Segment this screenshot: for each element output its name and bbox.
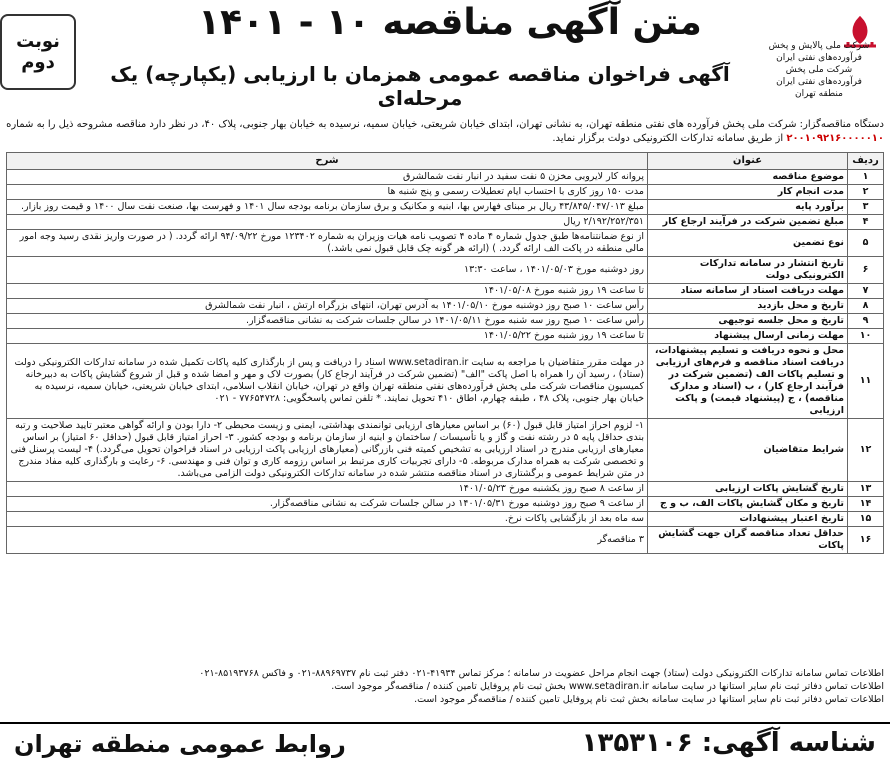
contact-line1: اطلاعات تماس سامانه تدارکات الکترونیکی دولت (ستاد) جهت انجام مراحل عضویت در سامانه ؛ مرکز تماس ۴۱۹۳۴-۰۲۱ دفتر ثبت نام ۸۸۹۶۹۷۳۷-۰۲۱ و فاکس ۸۵۱۹۳۷۶۸-۰۲۱ <box>199 668 884 679</box>
row-title: نوع تضمین <box>648 230 848 257</box>
table-row <box>7 257 884 284</box>
row-title: موضوع مناقصه <box>648 170 848 185</box>
contact-info <box>6 667 884 706</box>
page-title: متن آگهی مناقصه ۱۰ - ۱۴۰۱ <box>198 2 702 43</box>
row-description: روز دوشنبه مورخ ۱۴۰۱/۰۵/۰۳ ، ساعت ۱۳:۳۰ <box>7 257 648 284</box>
row-number: ۱۴ <box>848 497 884 512</box>
intro-paragraph <box>6 118 884 146</box>
row-description: تا ساعت ۱۹ روز شنبه مورخ ۱۴۰۱/۰۵/۰۸ <box>7 284 648 299</box>
table-row <box>7 329 884 344</box>
row-title: شرایط متقاضیان <box>648 419 848 482</box>
row-description: پروانه کار لایروبی مخزن ۵ نفت سفید در انبار نفت شمالشرق <box>7 170 648 185</box>
table-row <box>7 230 884 257</box>
row-description: ۳ مناقصه‌گر <box>7 527 648 554</box>
header-row-number: ردیف <box>848 153 884 170</box>
row-title: مهلت زمانی ارسال پیشنهاد <box>648 329 848 344</box>
bottom-bar <box>0 722 890 769</box>
row-description: رأس ساعت ۱۰ صبح روز دوشنبه مورخ ۱۴۰۱/۰۵/۱۰ به آدرس تهران، انتهای بزرگراه ارتش ، انبار نفت شمالشرق <box>7 299 648 314</box>
header <box>0 0 890 118</box>
row-description: در مهلت مقرر متقاضیان با مراجعه به سایت www.setadiran.ir اسناد را دریافت و پس از بارگذاری کلیه پاکات تکمیل شده در سامانه تدارکات الکترونیکی دولت (ستاد) ، رسید آن را همراه با اصل پاکت "الف" (تضمین شرکت در فرآیند ارجاع کار) بصورت لاک و مهر و امضا شده و قبل از شروع گشایش پاکات به دبیرخانه کمیسیون مناقصات شرکت ملی پخش فرآورده‌های نفتی منطقه تهران واقع در تهران، خیابان انقلاب اسلامی، ابتدای خیابان شریعتی، خیابان سمیه، نرسیده به خیابان بهار جنوبی، پلاک ۴۸ ، طبقه چهارم، اطاق ۴۱۰ تحویل نمایند. * تلفن تماس پاسخگویی: ۷۷۶۵۴۷۲۸ - ۰۲۱ <box>7 344 648 419</box>
logo-caption <box>764 40 874 100</box>
row-number: ۱۰ <box>848 329 884 344</box>
contact-line3: اطلاعات تماس دفاتر ثبت نام سایر استانها در سایت سامانه بخش ثبت نام پروفایل تامین کننده / مناقصه‌گر موجود است. <box>414 694 884 705</box>
row-number: ۴ <box>848 215 884 230</box>
ad-identifier: شناسه آگهی: ۱۳۵۳۱۰۶ <box>581 728 876 758</box>
table-row <box>7 527 884 554</box>
row-title: تاریخ و محل بازدید <box>648 299 848 314</box>
logo-line2: شرکت ملی پخش فرآورده‌های نفتی ایران <box>776 65 862 87</box>
row-number: ۱۶ <box>848 527 884 554</box>
intro-text: دستگاه مناقصه‌گزار: شرکت ملی پخش فرآورده های نفتی منطقه تهران، به نشانی تهران، ابتدای خیابان شریعتی، خیابان سمیه، نرسیده به خیابان بهار جنوبی، پلاک ۴۰، در نظر دارد مناقصه مشروحه ذیل را به شماره <box>6 119 884 130</box>
contact-line2: اطلاعات تماس دفاتر ثبت نام سایر استانها در سایت سامانه www.setadiran.ir بخش ثبت نام پروفایل تامین کننده / مناقصه‌گر موجود است. <box>331 681 884 692</box>
header-title: عنوان <box>648 153 848 170</box>
row-title: مهلت دریافت اسناد از سامانه ستاد <box>648 284 848 299</box>
row-title: تاریخ و محل جلسه توجیهی <box>648 314 848 329</box>
row-number: ۱۱ <box>848 344 884 419</box>
row-title: حداقل تعداد مناقصه گران جهت گشایش پاکات <box>648 527 848 554</box>
tender-table <box>6 152 884 554</box>
table-row <box>7 299 884 314</box>
table-header-row <box>7 153 884 170</box>
row-number: ۸ <box>848 299 884 314</box>
row-description: از ساعت ۸ صبح روز یکشنبه مورخ ۱۴۰۱/۰۵/۲۳ <box>7 482 648 497</box>
header-description: شرح <box>7 153 648 170</box>
row-description: از نوع ضمانتنامه‌ها طبق جدول شماره ۴ ماده ۴ تصویب نامه هیات وزیران به شماره ۱۲۳۴۰۲ مورخ ۹۴/۰۹/۲۲ ارائه گردد. ( در صورت واریز نقدی رسید وجه امور مالی منطقه در پاکت الف ارائه گردد. ) (ارائه هر گونه چک قابل قبول نمی باشد.) <box>7 230 648 257</box>
table-row <box>7 200 884 215</box>
row-title: برآورد پایه <box>648 200 848 215</box>
table-row <box>7 215 884 230</box>
row-number: ۳ <box>848 200 884 215</box>
row-description: مدت ۱۵۰ روز کاری با احتساب ایام تعطیلات رسمی و پنج شنبه ها <box>7 185 648 200</box>
row-title: تاریخ گشایش پاکات ارزیابی <box>648 482 848 497</box>
row-number: ۱ <box>848 170 884 185</box>
row-number: ۱۲ <box>848 419 884 482</box>
table-row <box>7 314 884 329</box>
row-number: ۱۵ <box>848 512 884 527</box>
row-number: ۷ <box>848 284 884 299</box>
table-row <box>7 419 884 482</box>
row-number: ۵ <box>848 230 884 257</box>
tender-code: ۲۰۰۱۰۹۲۱۶۰۰۰۰۰۱۰ <box>786 133 884 144</box>
row-description: رأس ساعت ۱۰ صبح روز سه شنبه مورخ ۱۴۰۱/۰۵/۱۱ در سالن جلسات شرکت به نشانی مناقصه‌گزار. <box>7 314 648 329</box>
row-title: محل و نحوه دریافت و تسلیم پیشنهادات، دریافت اسناد مناقصه و فرم‌های ارزیابی و تسلیم پاکات الف (تضمین شرکت در فرآیند ارجاع کار) ، ب (اسناد و مدارک مناقصه) ، ج (پیشنهاد قیمت) و پاکت ارزیابی <box>648 344 848 419</box>
row-number: ۲ <box>848 185 884 200</box>
row-title: مدت انجام کار <box>648 185 848 200</box>
row-number: ۹ <box>848 314 884 329</box>
badge-line2: دوم <box>21 52 55 73</box>
table-row <box>7 344 884 419</box>
table-row <box>7 170 884 185</box>
row-description: مبلغ ۴۳/۸۴۵/۰۴۷/۰۱۳ ریال بر مبنای فهارس بها، ابنیه و مکانیک و برق سازمان برنامه بودجه سال ۱۴۰۱ و فهرست بها، صنعت نفت سال ۱۴۰۰ و قیمت روز بازار. <box>7 200 648 215</box>
row-description: ۲/۱۹۲/۲۵۲/۳۵۱ ریال <box>7 215 648 230</box>
row-title: تاریخ انتشار در سامانه تدارکات الکترونیکی دولت <box>648 257 848 284</box>
public-relations: روابط عمومی منطقه تهران <box>14 730 346 758</box>
row-description: سه ماه بعد از بازگشایی پاکات نرخ. <box>7 512 648 527</box>
row-number: ۶ <box>848 257 884 284</box>
row-description: از ساعت ۹ صبح روز دوشنبه مورخ ۱۴۰۱/۰۵/۳۱ در سالن جلسات شرکت به نشانی مناقصه‌گزار. <box>7 497 648 512</box>
row-number: ۱۳ <box>848 482 884 497</box>
row-description: تا ساعت ۱۹ روز شنبه مورخ ۱۴۰۱/۰۵/۲۲ <box>7 329 648 344</box>
issue-badge <box>0 14 76 90</box>
row-title: تاریخ اعتبار پیشنهادات <box>648 512 848 527</box>
intro-text2: از طریق سامانه تدارکات الکترونیکی دولت برگزار نماید. <box>552 133 784 144</box>
badge-line1: نوبت <box>16 31 60 52</box>
logo-line3: منطقه تهران <box>795 89 843 99</box>
table-row <box>7 185 884 200</box>
table-row <box>7 284 884 299</box>
row-title: مبلغ تضمین شرکت در فرآیند ارجاع کار <box>648 215 848 230</box>
table-row <box>7 497 884 512</box>
logo-line1: شرکت ملی پالایش و پخش فرآورده‌های نفتی ایران <box>768 41 870 63</box>
row-description: ۱- لزوم احراز امتیاز قابل قبول (۶۰) بر اساس معیارهای ارزیابی توانمندی بهداشتی، ایمنی و زیست محیطی ۲- دارا بودن و ارائه گواهی معتبر تایید صلاحیت و رتبه بندی حداقل پایه ۵ در رشته نفت و گاز و یا تأسیسات / ساختمان و ابنیه از سازمان برنامه و بودجه کشور. ۳- احراز امتیاز قابل قبول (حداقل ۶۰ امتیاز) بر اساس معیارهای ارزیابی مندرج در اسناد ارزیابی به تشخیص کمیته فنی بازرگانی (معیارهای ارزیابی پاکت ارزیابی در اسناد فراخوان تحویل می‌گردد.) ۴- لیست پرسنل فنی و تخصصی شرکت به همراه مدارک مربوطه. ۵- دارای تجربیات کاری مرتبط بر اساس رزومه کاری و توان فنی و مهندسی. ۶- رعایت و بارگذاری کلیه مفاد مندرج در متن شرایط عمومی و برگشتاری در اسناد مناقصه منتشر شده در سامانه تدارکات الکترونیکی دولت الزامی می‌باشد. <box>7 419 648 482</box>
page-subtitle: آگهی فراخوان مناقصه عمومی همزمان با ارزیابی (یکپارچه) یک مرحله‌ای <box>110 62 730 110</box>
table-row <box>7 512 884 527</box>
table-row <box>7 482 884 497</box>
row-title: تاریخ و مکان گشایش پاکات الف، ب و ج <box>648 497 848 512</box>
